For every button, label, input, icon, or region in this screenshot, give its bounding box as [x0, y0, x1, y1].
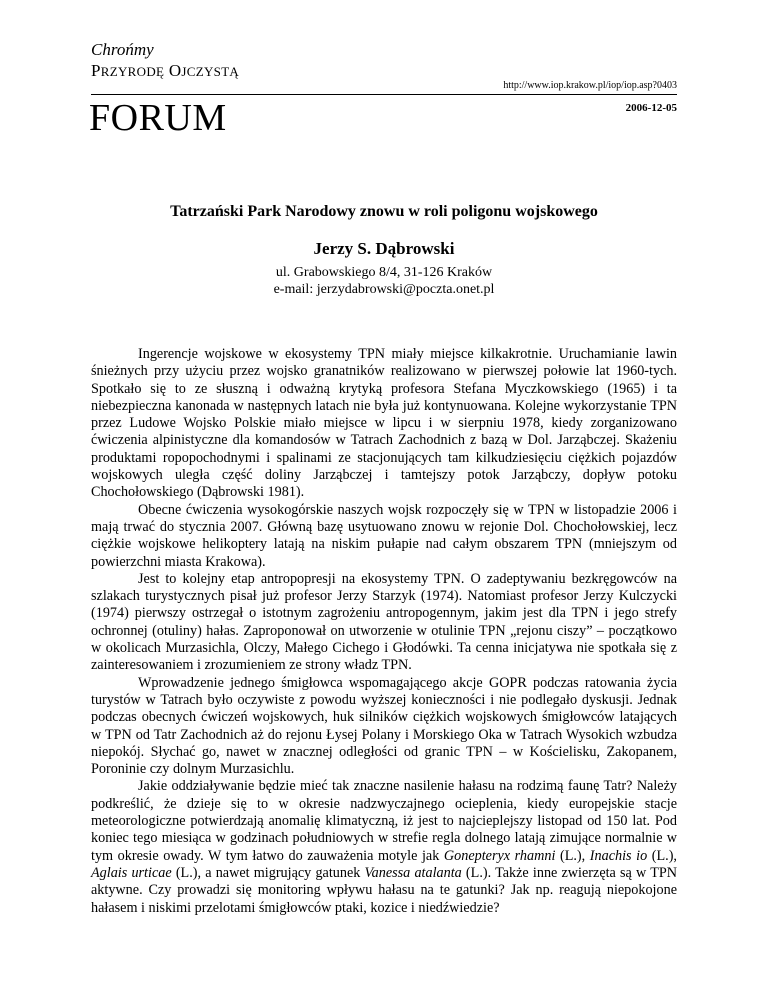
paragraph-5-text-e: (L.). Także inne zwierzęta są w TPN aktywne. Czy prowadzi się monitoring wpływu hałasu na te gatunki? Jak np. reagują niepokojone hałasem i niskimi przelotami śmigłowców ptaki, kozice i niedźwiedzie?: [91, 864, 678, 916]
species-name: Vanessa atalanta: [364, 864, 462, 881]
author-address: ul. Grabowskiego 8/4, 31-126 Kraków: [275, 265, 493, 280]
paragraph-2: Obecne ćwiczenia wysokogórskie naszych wojsk rozpoczęły się w TPN w listopadzie 2006 i mają trwać do stycznia 2007. Główną bazę usytuowano znowu w rejonie Dol. Chochołowskiej, lecz ciężkie wojskowe helikoptery latają na niskim pułapie nad całym obszarem TPN (mniejszym od powierzchni miasta Krakowa).: [91, 501, 677, 570]
article-body: [91, 346, 677, 917]
author-email: e-mail: jerzydabrowski@poczta.onet.pl: [273, 282, 495, 297]
header-rule: [91, 94, 677, 95]
species-name: Inachis io: [589, 847, 648, 864]
paragraph-5-text-a: Jakie oddziaływanie będzie mieć tak znaczne nasilenie hałasu na rodzimą faunę Tatr? Należy podkreślić, że dzieje się to w okresie nadzwyczajnego ocieplenia, kiedy europejskie stacje meteorologiczne potwierdzają anomalię klimatyczną, iż jest to najcieplejszy listopad od 150 lat. Pod koniec tego miesiąca w godzinach południowych w strefie regla dolnego latają zimujące normalnie w tym okresie owady. W tym łatwo do zauważenia motyle jak: [91, 778, 677, 864]
paragraph-5: [91, 778, 677, 916]
article-title: Tatrzański Park Narodowy znowu w roli poligonu wojskowego: [170, 203, 598, 220]
journal-name-line2: PRZYRODĘ OJCZYSTĄ: [91, 61, 240, 80]
source-url: http://www.iop.krakow.pl/iop/iop.asp?0403: [503, 80, 677, 91]
section-title: FORUM: [89, 97, 227, 139]
species-name: Aglais urticae: [91, 864, 172, 881]
paragraph-5-text-d: (L.), a nawet migrujący gatunek: [171, 864, 365, 881]
paragraph-4: Wprowadzenie jednego śmigłowca wspomagającego akcje GOPR podczas ratowania życia turystów w Tatrach było oczywiste z powodu wyższej konieczności i nie podlegało dyskusji. Jednak podczas obecnych ćwiczeń wojskowych, huk silników ciężkich wojskowych śmigłowców latających w TPN od Tatr Zachodnich aż do rejonu Łysej Polany i Morskiego Oka w Tatrach Wysokich wzbudza niepokój. Słychać go, nawet w znacznej odległości od granic TPN – w Kościelisku, Zakopanem, Poroninie czy dolnym Murzasichlu.: [91, 674, 677, 778]
author-contact: [0, 264, 768, 298]
paragraph-3: Jest to kolejny etap antropopresji na ekosystemy TPN. O zadeptywaniu bezkręgowców na szlakach turystycznych pisał już profesor Jerzy Starzyk (1974). Natomiast profesor Jerzy Kulczycki (1974) pierwszy ostrzegał o istotnym zagrożeniu antropogennym, jakim jest dla TPN i jego strefy ochronnej (otuliny) hałas. Zaproponował on utworzenie w otulinie TPN „rejonu ciszy” – początkowo w okolicach Murzasichla, Olczy, Małego Cichego i Głodówki. Ta cenna inicjatywa nie spotkała się z zainteresowaniem i zrozumieniem ze strony władz TPN.: [91, 570, 677, 674]
paragraph-5-text-c: (L.),: [647, 847, 677, 864]
journal-name-line1: Chrońmy: [91, 40, 154, 59]
paragraph-5-text-b: (L.),: [555, 847, 590, 864]
species-name: Gonepteryx rhamni: [443, 847, 556, 864]
publication-date: 2006-12-05: [625, 102, 677, 114]
article-author: Jerzy S. Dąbrowski: [313, 239, 455, 258]
journal-name: [91, 40, 239, 82]
paragraph-1: Ingerencje wojskowe w ekosystemy TPN miały miejsce kilkakrotnie. Uruchamianie lawin śnieżnych przy użyciu przez wojsko granatników realizowano w pierwszej połowie lat 1960-tych. Spotkało się to ze słuszną i odważną krytyką profesora Stefana Myczkowskiego (1965) i ta niebezpieczna kanonada w następnych latach nie była już kontynuowana. Kolejne wykorzystanie TPN przez Ludowe Wojsko Polskie miało miejsce w lipcu i w sierpniu 1978, kiedy zorganizowano ćwiczenia alpinistyczne dla komandosów w Tatrach Zachodnich z bazą w Dol. Jarząbczej. Skażeniu produktami ropopochodnymi i spalinami ze stacjonujących tam kilkudziesięciu ciężkich pojazdów wojskowych uległa część doliny Jarząbczej i tamtejszy potok Jarząbczy, dopływ potoku Chochołowskiego (Dąbrowski 1981).: [91, 346, 677, 501]
